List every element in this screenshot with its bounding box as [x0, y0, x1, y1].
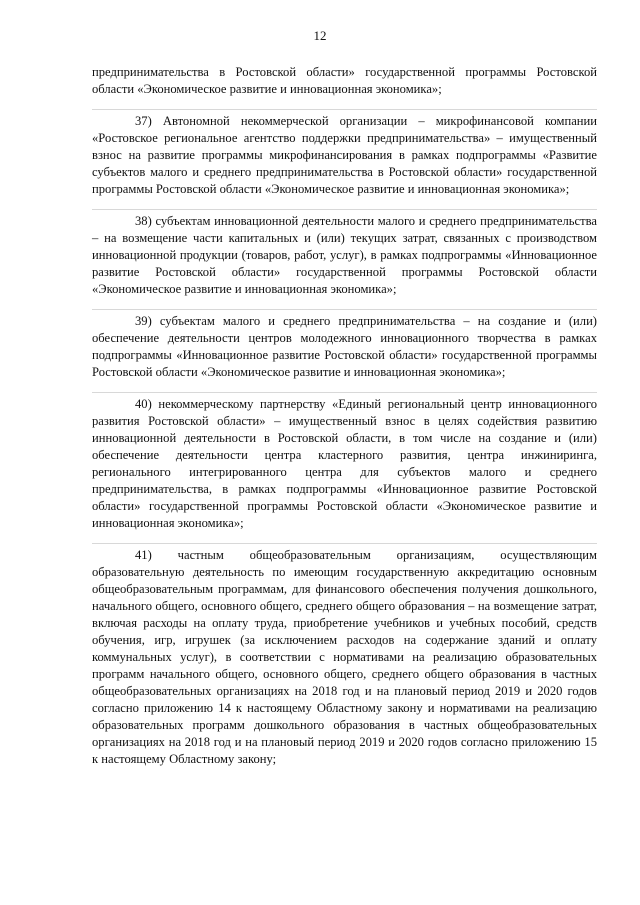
paragraph-item-39: 39) субъектам малого и среднего предпринимательства – на создание и (или) обеспечение деятельности центров молодежного инновационного творчества в рамках подпрограммы «Инновационное развитие Ростовской области» государственной программы Ростовской области «Экономическое развитие и инновационная экономика»;: [92, 309, 597, 381]
paragraph-item-41: 41) частным общеобразовательным организациям, осуществляющим образовательную деятельность по имеющим государственную аккредитацию основным общеобразовательным программам, для финансового обеспечения получения дошкольного, начального общего, основного общего, среднего общего образования – на возмещение затрат, включая расходы на оплату труда, приобретение учебников и учебных пособий, средств обучения, игр, игрушек (за исключением расходов на содержание зданий и оплату коммунальных услуг), в соответствии с нормативами на реализацию образовательных программ начального общего, основного общего, среднего общего образования в частных общеобразовательных организациях на 2018 год и на плановый период 2019 и 2020 годов согласно приложению 14 к настоящему Областному закону и нормативами на реализацию образовательных программ дошкольного образования в частных общеобразовательных организациях на 2018 год и на плановый период 2019 и 2020 годов согласно приложению 15 к настоящему Областному закону;: [92, 543, 597, 768]
paragraph-continuation: предпринимательства в Ростовской области» государственной программы Ростовской области «Экономическое развитие и инновационная экономика»;: [92, 65, 597, 96]
paragraph-item-37: 37) Автономной некоммерческой организации – микрофинансовой компании «Ростовское региональное агентство поддержки предпринимательства» – имущественный взнос на развитие программы микрофинансирования в рамках подпрограммы «Развитие субъектов малого и среднего предпринимательства в Ростовской области» государственной программы Ростовской области «Экономическое развитие и инновационная экономика»;: [92, 109, 597, 198]
paragraph-item-40: 40) некоммерческому партнерству «Единый региональный центр инновационного развития Ростовской области» – имущественный взнос в целях содействия развитию инновационной деятельности в Ростовской области, в том числе на создание и (или) обеспечение деятельности центра кластерного развития, центра инжиниринга, регионального интегрированного центра для субъектов малого и среднего предпринимательства, в рамках подпрограммы «Инновационное развитие Ростовской области» государственной программы Ростовской области «Экономическое развитие и инновационная экономика»;: [92, 392, 597, 532]
page-number: 12: [313, 28, 327, 43]
paragraph-item-38: 38) субъектам инновационной деятельности малого и среднего предпринимательства – на возмещение части капитальных и (или) текущих затрат, связанных с производством инновационной продукции (товаров, работ, услуг), в рамках подпрограммы «Инновационное развитие Ростовской области» государственной программы Ростовской области «Экономическое развитие и инновационная экономика»;: [92, 209, 597, 298]
document-body: [92, 63, 597, 779]
